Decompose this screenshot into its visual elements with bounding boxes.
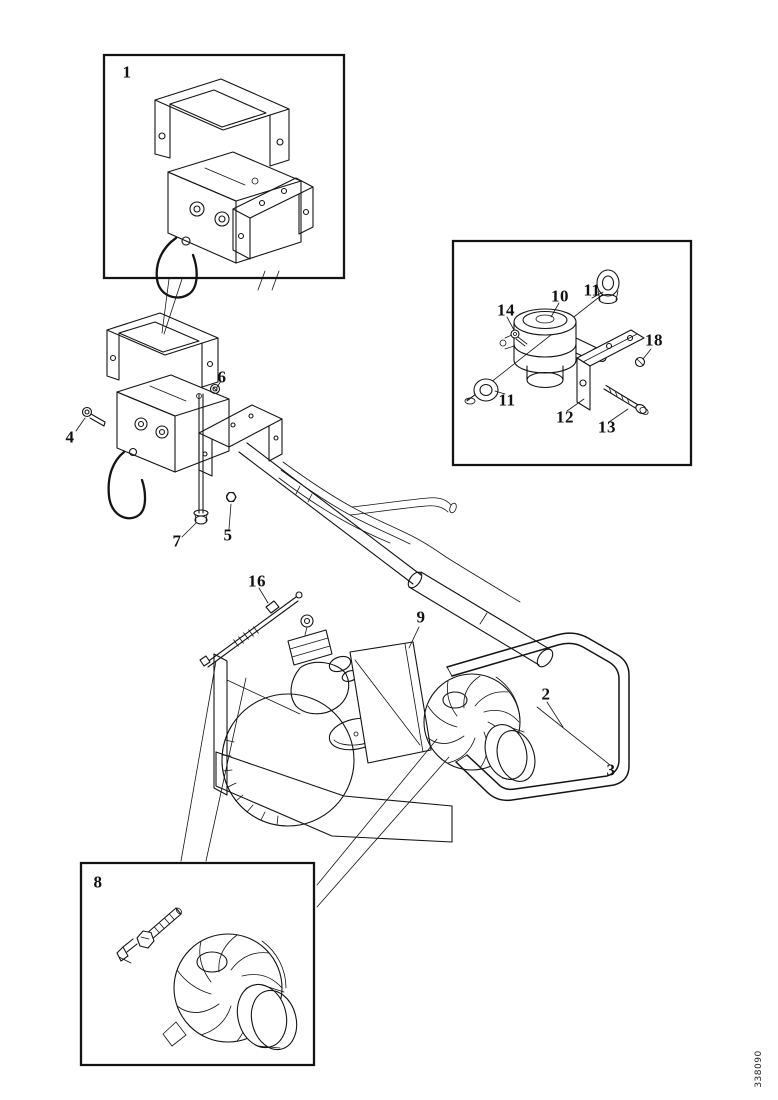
main-control-box-drawing [107,313,282,518]
callout-7: 7 [172,531,182,551]
callout-18: 18 [645,330,663,350]
recoil-starter-drawing [222,694,354,826]
fuel-tank-drawing [350,627,431,763]
callout-16: 16 [248,571,266,591]
boom-tube-drawing [239,443,556,670]
figure-id-label: 338090 [754,1050,764,1088]
callout-9: 9 [416,607,426,627]
callout-11-lower: 11 [498,390,516,410]
callout-12: 12 [556,407,574,427]
callout-8: 8 [93,872,103,892]
callout-6: 6 [217,367,227,387]
inset-1-leader-lines [162,271,279,334]
callout-2: 2 [541,684,551,704]
fastener-drawings [83,385,237,525]
callout-11-upper: 11 [583,280,601,300]
inset-1-box [104,55,344,278]
callout-4: 4 [65,427,75,447]
callout-3: 3 [606,760,616,780]
hose-drawing [279,462,520,602]
inset-valve-box [453,241,691,465]
callout-10: 10 [551,286,569,306]
callout-13: 13 [598,417,616,437]
callout-1: 1 [122,62,132,82]
callout-5: 5 [223,525,233,545]
callout-14: 14 [497,300,515,320]
